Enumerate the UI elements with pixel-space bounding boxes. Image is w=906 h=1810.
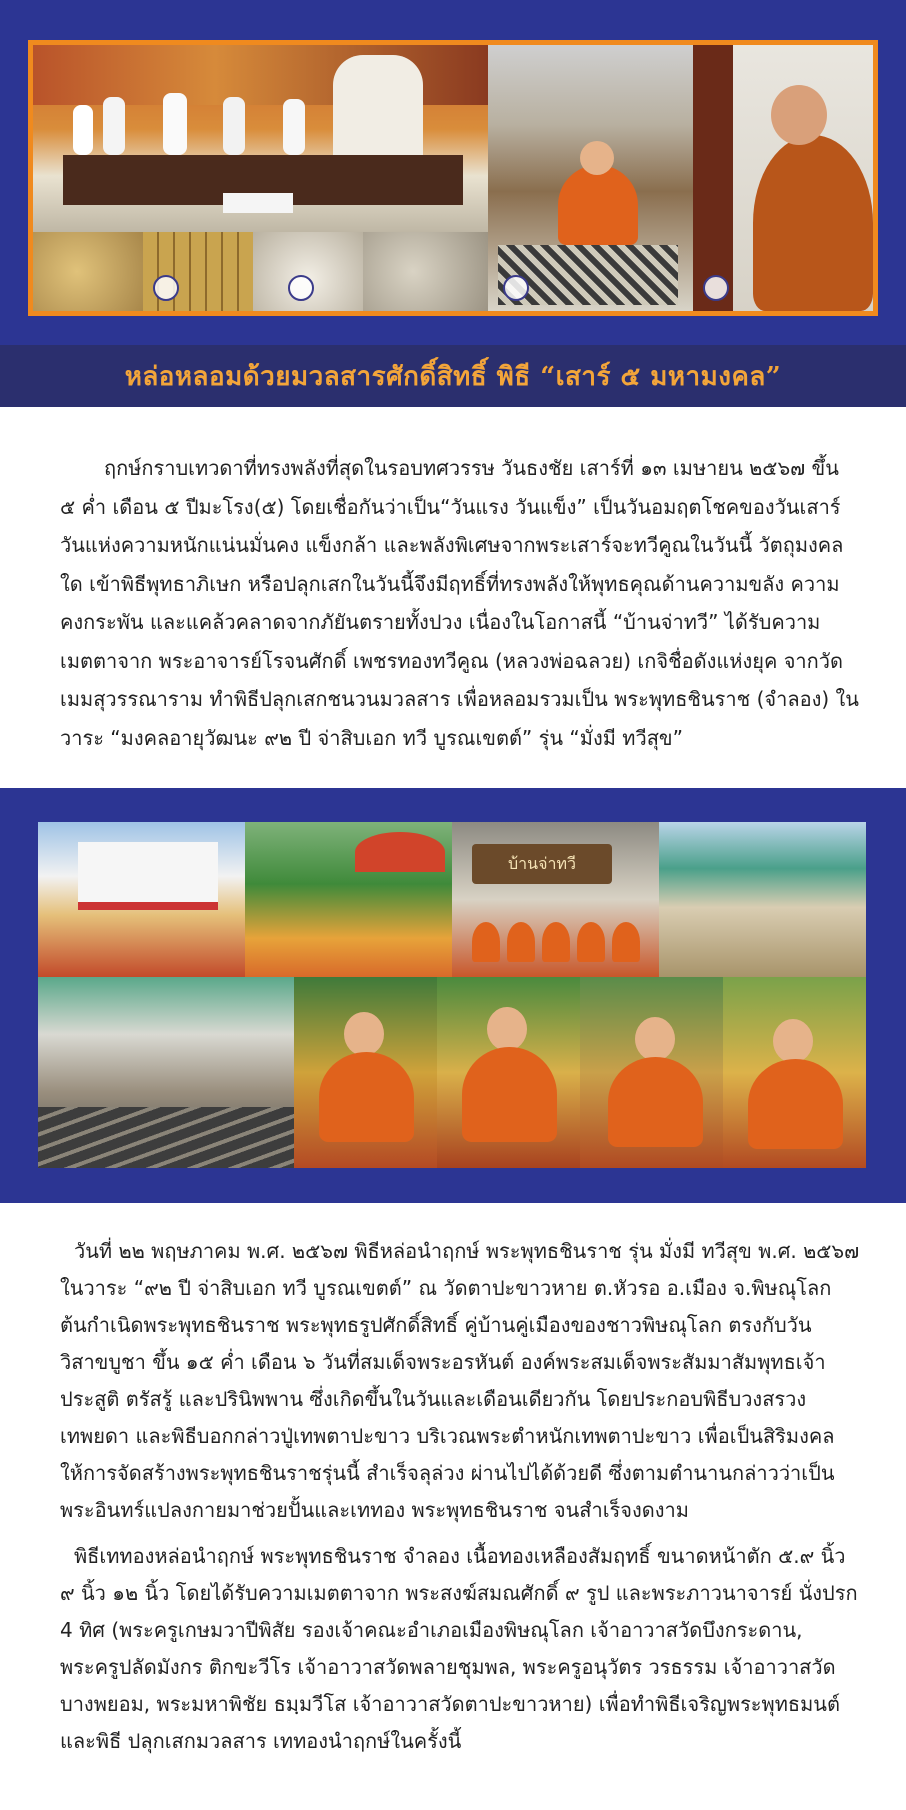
photo-monk-4 xyxy=(723,977,866,1168)
photo-monk-shrine xyxy=(488,45,693,311)
photo-materials-4 xyxy=(363,232,488,311)
ceremony-date-paragraph: วันที่ ๒๒ พฤษภาคม พ.ศ. ๒๕๖๗ พิธีหล่อนำฤกษ์ พระพุทธชินราช รุ่น มั่งมี ทวีสุข พ.ศ. ๒๕๖๗ ในวาระ “๙๒ ปี จ่าสิบเอก ทวี บูรณเขตต์” ณ วัดตาปะขาวหาย ต.หัวรอ อ.เมือง จ.พิษณุโลก ต้นกำเนิดพระพุทธชินราช พระพุทธรูปศักดิ์สิทธิ์ คู่บ้านคู่เมืองของชาวพิษณุโลก ตรงกับวันวิสาขบูชา ขึ้น ๑๕ ค่ำ เดือน ๖ วันที่สมเด็จพระอรหันต์ องค์พระสมเด็จพระสัมมาสัมพุทธเจ้า ประสูติ ตรัสรู้ และปรินิพพาน ซึ่งเกิดขึ้นในวันและเดือนเดียวกัน โดยประกอบพิธีบวงสรวงเทพยดา และพิธีบอกกล่าวปู่เทพตาปะขาว บริเวณพระตำหนักเทพตาปะขาว เพื่อเป็นสิริมงคล ให้การจัดสร้างพระพุทธชินราชรุ่นนี้ สำเร็จลุล่วง ผ่านไปได้ด้วยดี ซึ่งตามตำนานกล่าวว่าเป็นพระอินทร์แปลงกายมาช่วยปั้นและเททอง พระพุทธชินราช จนสำเร็จงดงาม xyxy=(60,1239,860,1522)
watermark-logo xyxy=(503,275,529,301)
photo-group-temple xyxy=(33,45,488,232)
photo-temple-offerings xyxy=(38,822,245,977)
title-bar xyxy=(0,345,906,407)
sign-board: บ้านจ่าทวี xyxy=(472,844,612,884)
photo-pouring-bronze xyxy=(38,977,294,1168)
photo-monk-portrait xyxy=(693,45,873,311)
photo-monk-2 xyxy=(437,977,580,1168)
photo-monks-chanting xyxy=(452,822,659,977)
photo-casting-molds xyxy=(659,822,866,977)
casting-ceremony-paragraph: พิธีเททองหล่อนำฤกษ์ พระพุทธชินราช จำลอง เนื้อทองเหลืองสัมฤทธิ์ ขนาดหน้าตัก ๕.๙ นิ้ว ๙ นิ้ว ๑๒ นิ้ว โดยได้รับความเมตตาจาก พระสงฆ์สมณศักดิ์ ๙ รูป และพระภาวนาจารย์ นั่งปรก 4 ทิศ (พระครูเกษมวาปีพิสัย รองเจ้าคณะอำเภอเมืองพิษณุโลก เจ้าอาวาสวัดบึงกระดาน, พระครูปลัดมังกร ติกขะวีโร เจ้าอาวาสวัดพลายชุมพล, พระครูอนุวัตร วรธรรม เจ้าอาวาสวัดบางพยอม, พระมหาพิชัย ธมฺมวีโส เจ้าอาวาสวัดตาปะขาวหาย) เพื่อทำพิธีเจริญพระพุทธมนต์ และพิธี ปลุกเสกมวลสาร เททองนำฤกษ์ในครั้งนี้ xyxy=(60,1544,858,1753)
photo-banana-offerings xyxy=(245,822,452,977)
photo-materials-1 xyxy=(33,232,143,311)
photo-monk-3 xyxy=(580,977,723,1168)
watermark-logo xyxy=(288,275,314,301)
photo-collage-ceremony xyxy=(38,822,866,1168)
photo-monk-1 xyxy=(294,977,437,1168)
intro-paragraph: ฤกษ์กราบเทวดาที่ทรงพลังที่สุดในรอบทศวรรษ วันธงชัย เสาร์ที่ ๑๓ เมษายน ๒๕๖๗ ขึ้น ๕ ค่ำ เดือน ๕ ปีมะโรง(๕) โดยเชื่อกันว่าเป็น“วันแรง วันแข็ง” เป็นวันอมฤตโชคของวันเสาร์ วันแห่งความหนักแน่นมั่นคง แข็งกล้า และพลังพิเศษจากพระเสาร์จะทวีคูณในวันนี้ วัตถุมงคลใด เข้าพิธีพุทธาภิเษก หรือปลุกเสกในวันนี้จึงมีฤทธิ์ที่ทรงพลังให้พุทธคุณด้านความขลัง ความคงกระพัน และแคล้วคลาดจากภัยันตรายทั้งปวง เนื่องในโอกาสนี้ “บ้านจ่าทวี” ได้รับความเมตตาจาก พระอาจารย์โรจนศักดิ์ เพชรทองทวีคูณ (หลวงพ่อฉลวย) เกจิชื่อดังแห่งยุค จากวัดเมมสุวรรณาราม ทำพิธีปลุกเสกชนวนมวลสาร เพื่อหลอมรวมเป็น พระพุทธชินราช (จำลอง) ในวาระ “มงคลอายุวัฒนะ ๙๒ ปี จ่าสิบเอก ทวี บูรณเขตต์” รุ่น “มั่งมี ทวีสุข” xyxy=(60,456,859,750)
watermark-logo xyxy=(703,275,729,301)
photo-materials-3 xyxy=(253,232,363,311)
photo-collage-top xyxy=(28,40,878,316)
page-title: หล่อหลอมด้วยมวลสารศักดิ์สิทธิ์ พิธี “เสาร์ ๕ มหามงคล” xyxy=(124,361,782,392)
watermark-logo xyxy=(153,275,179,301)
